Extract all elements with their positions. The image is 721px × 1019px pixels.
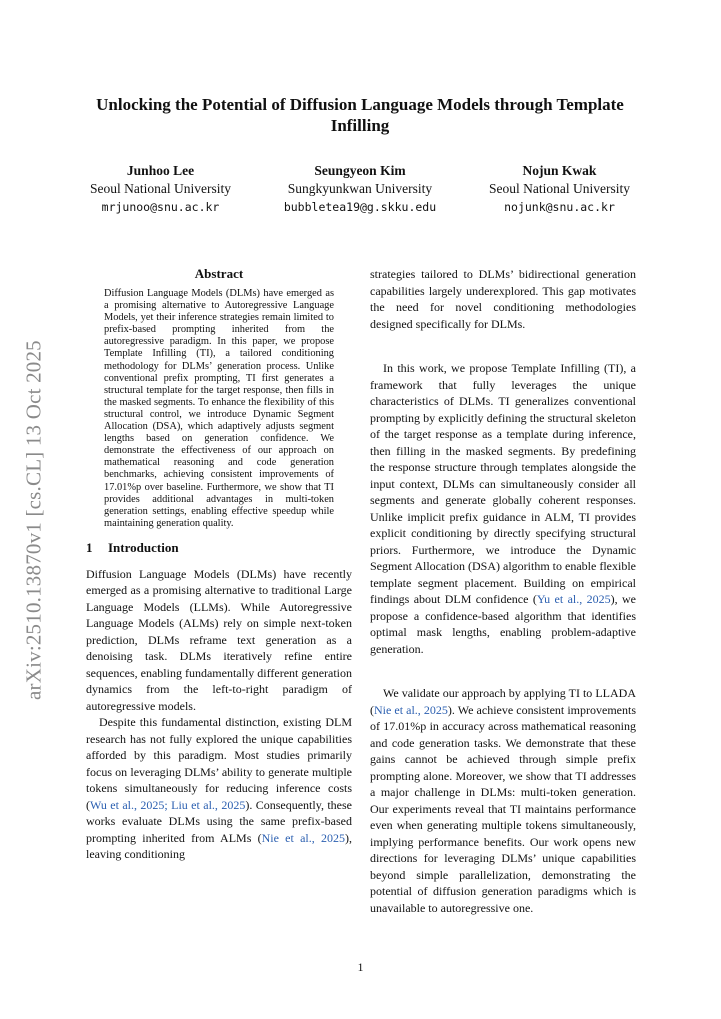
paragraph-text: We validate our approach by applying TI to LLADA ( <box>370 686 636 717</box>
arxiv-stamp: arXiv:2510.13870v1 [cs.CL] 13 Oct 2025 <box>21 340 46 700</box>
abstract-text: Diffusion Language Models (DLMs) have emerged as a promising alternative to Autoregressive Language Models, yet their inference strategies remain limited to prefix-based prompting inherited from the autoregressive paradigm. In this paper, we propose Template Infilling (TI), a tailored conditioning methodology for DLMs’ generation process. Unlike conventional prefix prompting, TI first generates a structural template for the target response, then fills in the masked segments. To enhance the flexibility of this structural control, we introduce Dynamic Segment Allocation (DSA), which adaptively adjusts segment lengths based on generation confidence. We demonstrate the effectiveness of our approach on mathematical reasoning and code generation benchmarks, achieving consistent improvements of 17.01%p over baseline. Furthermore, we show that TI provides additional advantages in multi-token generation settings, enabling effective speedup while maintaining generation quality. <box>104 288 334 529</box>
section-heading <box>86 540 352 556</box>
author-block <box>90 162 630 216</box>
paragraph-text: ). Consequently, these works evaluate DLMs using the same prefix-based prompting inherited from ALMs ( <box>86 797 353 845</box>
paragraph-text: In this work, we propose Template Infilling (TI), a framework that fully leverages the unique characteristics of DLMs. TI generalizes conventional prompting by explicitly defining the structural skeleton of the target response as a template during inference, then filling in the masked segments. By predefining the response structure through templates alongside the input context, DLMs can simultaneously consider all segments and generate globally coherent responses. Unlike implicit prefix guidance in ALM, TI provides explicit conditioning by directly specifying structural priors. Furthermore, we introduce the Dynamic Segment Allocation (DSA) algorithm to enable flexible template segment placement. Building on empirical findings about DLM confidence ( <box>370 361 636 606</box>
author-2 <box>284 162 436 216</box>
author-affiliation: Seoul National University <box>90 181 231 196</box>
author-email[interactable]: nojunk@snu.ac.kr <box>504 200 615 214</box>
author-affiliation: Seoul National University <box>489 181 630 196</box>
author-email[interactable]: bubbletea19@g.skku.edu <box>283 200 437 214</box>
paper-title: Unlocking the Potential of Diffusion Language Models through Template Infilling <box>96 95 624 135</box>
citation-link[interactable]: Nie et al., 2025 <box>261 830 345 845</box>
author-name: Seungyeon Kim <box>314 163 406 178</box>
author-name: Nojun Kwak <box>522 163 597 178</box>
section-number: 1 <box>86 539 93 555</box>
citation-link[interactable]: Nie et al., 2025 <box>374 702 448 717</box>
author-email[interactable]: mrjunoo@snu.ac.kr <box>101 200 220 214</box>
author-affiliation: Sungkyunkwan University <box>287 181 433 196</box>
paragraph-text: Despite this fundamental distinction, existing DLM research has not fully explored the unique capabilities afforded by this paradigm. Most studies primarily focus on leveraging DLMs’ ability to generate multiple tokens simultaneously for reducing inference costs ( <box>86 715 352 812</box>
intro-paragraph-1: Diffusion Language Models (DLMs) have recently emerged as a promising alternative to traditional Large Language Models (LLMs). While Autoregressive Language Models (ALMs) rely on simple next-token prediction, DLMs reframe text generation as a denoising task. DLMs iteratively refine entire sequences, enabling fundamentally different generation dynamics from the left-to-right paradigm of autoregressive models. <box>86 566 353 713</box>
author-3 <box>489 162 630 216</box>
citation-link[interactable]: Yu et al., 2025 <box>536 592 611 606</box>
author-1 <box>90 162 231 216</box>
page-number: 1 <box>357 960 364 974</box>
intro-paragraph-2-cont: strategies tailored to DLMs’ bidirectional generation capabilities largely underexplored. This gap motivates the need for novel conditioning methodologies designed specifically for DLMs. <box>370 267 636 331</box>
author-name: Junhoo Lee <box>126 163 195 178</box>
right-column <box>370 266 636 916</box>
intro-paragraph-2 <box>86 714 352 863</box>
paragraph-text: ). We achieve consistent improvements of 17.01%p in accuracy across mathematical reasoning and code generation tasks. We demonstrate that these gains cannot be achieved through simple prefix prompting alone. Moreover, we show that TI addresses a major challenge in DLMs: multi-token generation. Our experiments reveal that TI maintains performance even when generating multiple tokens simultaneously, implying performance benefits. Our work opens new directions for leveraging DLMs’ unique capabilities beyond simple parallelization, demonstrating the potential of diffusion generation paradigms which is unavailable to autoregressive one. <box>370 702 636 915</box>
intro-paragraph-3 <box>370 360 636 657</box>
paragraph-text: ), leaving conditioning <box>86 830 352 862</box>
section-title: Introduction <box>108 539 179 555</box>
intro-paragraph-4 <box>370 685 636 916</box>
left-column <box>86 266 352 863</box>
citation-link[interactable]: Wu et al., 2025; Liu et al., 2025 <box>90 797 246 812</box>
paragraph-text: ), we propose a confidence-based algorithm that identifies optimal mask lengths, enabling problem-adaptive generation. <box>370 592 637 656</box>
abstract-heading: Abstract <box>194 266 244 281</box>
